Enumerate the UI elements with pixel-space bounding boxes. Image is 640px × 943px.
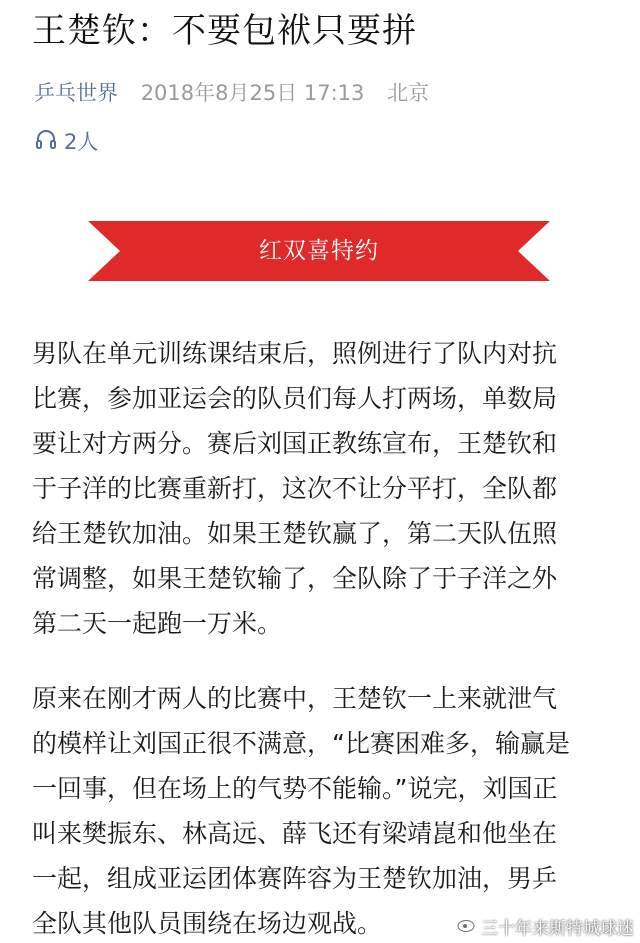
paragraph-line: 给王楚钦加油。如果王楚钦赢了，第二天队伍照 <box>32 519 558 548</box>
listen-count-label: 2人 <box>64 130 99 154</box>
paragraph-line: 要让对方两分。赛后刘国正教练宣布，王楚钦和 <box>32 429 558 458</box>
publish-date: 2018年8月25日 17:13 <box>140 81 365 105</box>
listen-count[interactable] <box>34 126 98 156</box>
article-title: 王楚钦：不要包袱只要拼 <box>32 11 417 51</box>
paragraph-line: 的模样让刘国正很不满意，“比赛困难多，输赢是 <box>32 729 570 758</box>
sponsor-banner <box>88 221 550 281</box>
paragraph-line: 原来在刚才两人的比赛中，王楚钦一上来就泄气 <box>32 684 558 713</box>
account-name-link[interactable]: 乒乓世界 <box>34 81 118 105</box>
paragraph-line: 于子洋的比赛重新打，这次不让分平打，全队都 <box>32 474 558 503</box>
publish-location: 北京 <box>387 81 430 105</box>
article-paragraph-2 <box>32 676 616 943</box>
paragraph-line: 一回事，但在场上的气势不能输。”说完，刘国正 <box>32 774 558 803</box>
paragraph-line: 第二天一起跑一万米。 <box>32 609 283 638</box>
headphones-icon <box>34 127 64 156</box>
weibo-watermark <box>457 914 634 939</box>
article-paragraph-1 <box>32 331 616 646</box>
paragraph-line: 全队其他队员围绕在场边观战。 <box>32 909 383 938</box>
watermark-text: 三十年来斯特城球迷 <box>481 919 634 939</box>
paragraph-line: 男队在单元训练课结束后，照例进行了队内对抗 <box>32 339 558 368</box>
paragraph-line: 常调整，如果王楚钦输了，全队除了于子洋之外 <box>32 564 558 593</box>
weibo-logo-icon <box>457 916 481 937</box>
sponsor-banner-label: 红双喜特约 <box>259 238 379 264</box>
paragraph-line: 叫来樊振东、林高远、薛飞还有梁靖崑和他坐在 <box>32 819 558 848</box>
paragraph-line: 一起，组成亚运团体赛阵容为王楚钦加油，男乒 <box>32 864 558 893</box>
article-meta <box>34 78 429 108</box>
paragraph-line: 比赛，参加亚运会的队员们每人打两场，单数局 <box>32 384 558 413</box>
